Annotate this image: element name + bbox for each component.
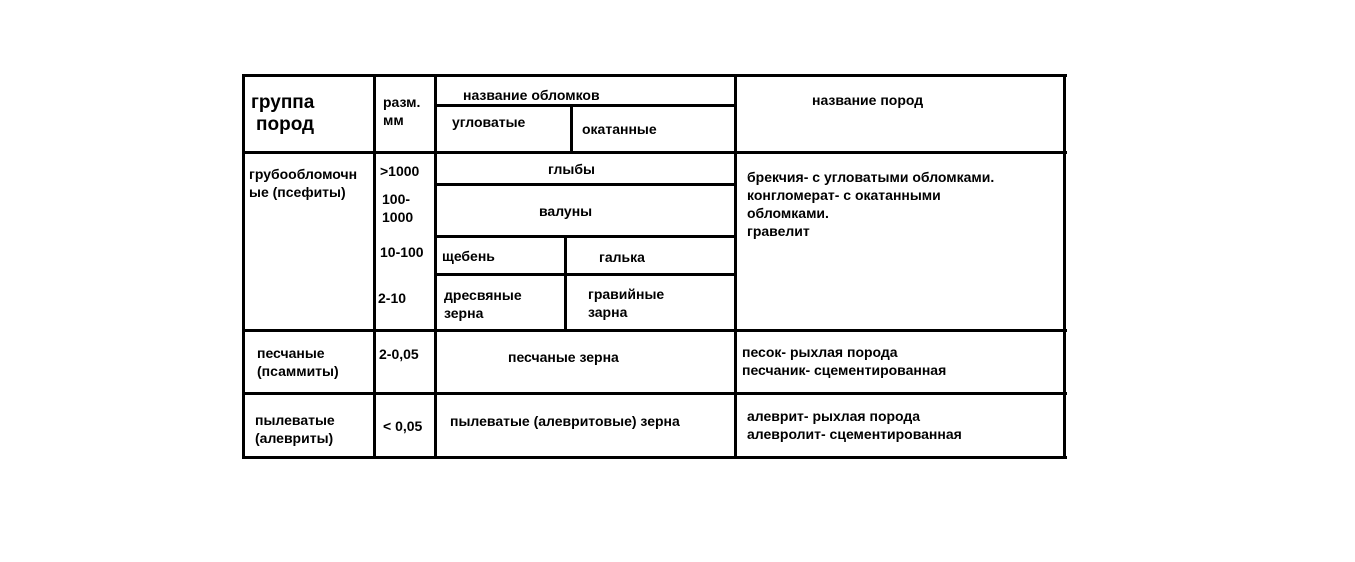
row-boulders-bottom-line	[435, 235, 736, 238]
psammites-group-line1: песчаные	[257, 345, 325, 361]
psammites-group	[257, 344, 339, 380]
header-rocks: название пород	[812, 92, 924, 108]
psammites-rocks-line1: песок- рыхлая порода	[742, 344, 898, 360]
aleurites-rocks-line2: алевролит- сцементированная	[747, 426, 962, 442]
fragments-rocks-divider	[734, 74, 737, 459]
psammites-rocks-line2: песчаник- сцементированная	[742, 362, 947, 378]
header-size-line1: разм.	[383, 94, 421, 110]
header-fragments: название обломков	[463, 87, 600, 103]
cell-grus-line1: дресвяные	[444, 287, 522, 303]
psephites-rocks-line1: брекчия- с угловатыми обломками.	[747, 169, 995, 185]
size-100-1000	[382, 190, 413, 226]
psephites-group-line2: ые (псефиты)	[249, 184, 346, 200]
cell-boulders: валуны	[539, 203, 593, 219]
psammites-group-line2: (псаммиты)	[257, 363, 339, 379]
size-fragments-divider	[434, 74, 437, 459]
header-bottom-line	[242, 151, 1067, 154]
group-size-divider	[373, 74, 376, 459]
psephites-angular-rounded-divider	[564, 235, 567, 332]
row-rubble-bottom-line	[435, 273, 736, 276]
table-border-left	[242, 74, 245, 459]
aleurites-group	[255, 411, 335, 447]
cell-gravel-line1: гравийные	[588, 286, 665, 302]
aleurites-group-line1: пылеватые	[255, 412, 335, 428]
aleurites-fragments: пылеватые (алевритовые) зерна	[450, 413, 680, 429]
psammites-fragments: песчаные зерна	[508, 349, 619, 365]
table-border-top	[242, 74, 1067, 77]
header-fragments-divider	[435, 104, 736, 107]
size-2-10: 2-10	[378, 290, 407, 306]
row-blocks-bottom-line	[435, 183, 736, 186]
size-100-1000-line2: 1000	[382, 209, 414, 225]
cell-pebbles: галька	[599, 249, 645, 265]
cell-gravel-line2: зарна	[588, 304, 628, 320]
table-border-bottom	[242, 456, 1067, 459]
psammites-bottom-line	[242, 392, 1067, 395]
header-angular: угловатые	[452, 114, 526, 130]
psephites-group-line1: грубообломочн	[249, 166, 358, 182]
header-size-line2: мм	[383, 112, 404, 128]
cell-grus	[444, 286, 522, 322]
psammites-size: 2-0,05	[379, 346, 419, 362]
psephites-bottom-line	[242, 329, 1067, 332]
psephites-rocks-line3: обломками.	[747, 205, 829, 221]
cell-blocks: глыбы	[548, 161, 595, 177]
size-over-1000: >1000	[380, 163, 420, 179]
aleurites-size: < 0,05	[383, 418, 423, 434]
psephites-rocks-line4: гравелит	[747, 223, 810, 239]
aleurites-group-line2: (алевриты)	[255, 430, 334, 446]
aleurites-rocks	[747, 407, 962, 443]
header-group	[251, 92, 314, 136]
psephites-group	[249, 165, 357, 201]
header-rounded: окатанные	[582, 121, 657, 137]
cell-gravel	[588, 285, 664, 321]
size-100-1000-line1: 100-	[382, 191, 411, 207]
header-group-line2: пород	[256, 114, 315, 135]
cell-rubble: щебень	[442, 248, 495, 264]
table-border-right	[1063, 74, 1066, 459]
psephites-rocks-line2: конгломерат- с окатанными	[747, 187, 941, 203]
header-size	[383, 93, 420, 129]
aleurites-rocks-line1: алеврит- рыхлая порода	[747, 408, 921, 424]
header-angular-rounded-divider	[570, 104, 573, 154]
size-10-100: 10-100	[380, 244, 424, 260]
cell-grus-line2: зерна	[444, 305, 484, 321]
header-group-line1: группа	[251, 92, 315, 113]
psephites-rocks	[747, 168, 994, 240]
psammites-rocks	[742, 343, 946, 379]
